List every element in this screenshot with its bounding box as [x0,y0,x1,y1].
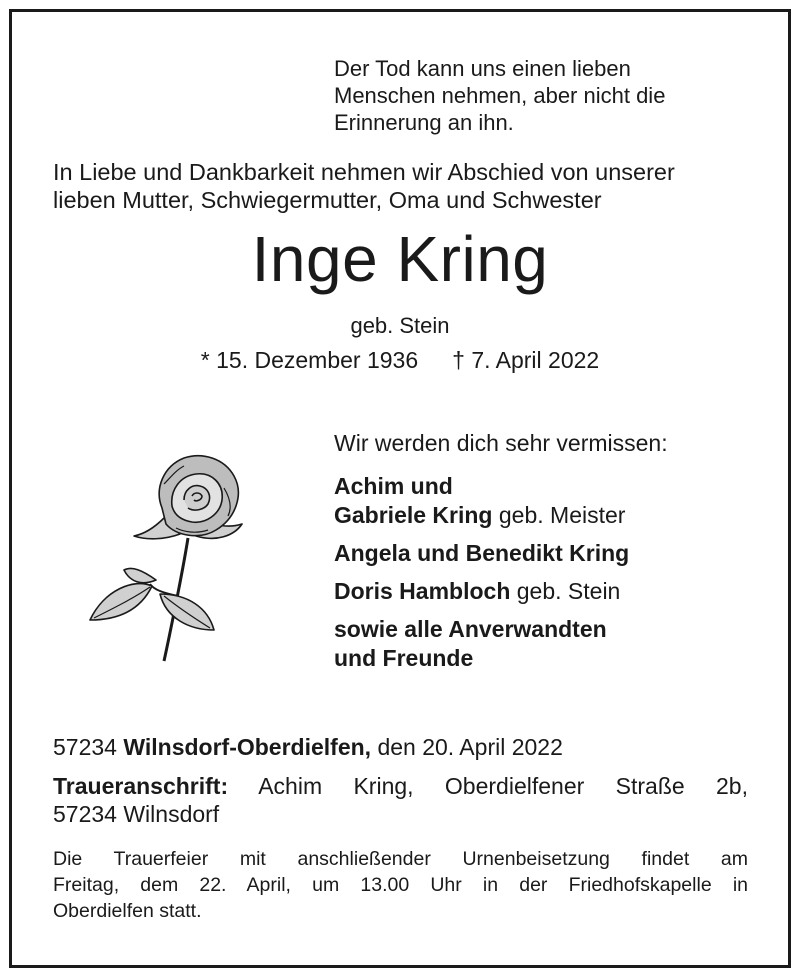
mourner-name: Gabriele Kring [334,502,493,528]
life-dates [0,345,800,375]
mourner-name: Achim und [334,473,453,499]
town-name: Wilnsdorf-Oberdielfen, [123,734,372,760]
mourners-list [334,472,629,673]
born-name: geb. Stein [350,313,450,338]
rose-illustration [84,448,264,663]
mourner-born-name: geb. Stein [510,578,621,604]
intro-text [53,158,675,214]
zip-code: 57234 [53,734,124,760]
death-date: † 7. April 2022 [452,347,600,373]
quote-line: Erinnerung an ihn. [334,110,514,135]
quote [334,55,665,136]
deceased-name: Inge Kring [251,223,549,295]
notice-date: den 20. April 2022 [371,734,563,760]
address-line: 57234 Wilnsdorf [53,801,220,827]
mourning-address [53,772,748,800]
intro-line: lieben Mutter, Schwiegermutter, Oma und Schwester [53,187,602,213]
mourner-name: Angela und Benedikt Kring [334,540,630,566]
service-line: Freitag, dem 22. April, um 13.00 Uhr in der Friedhofskapelle in [53,874,748,896]
intro-line: In Liebe und Dankbarkeit nehmen wir Abschied von unserer [53,159,675,185]
quote-line: Der Tod kann uns einen lieben [334,56,631,81]
birth-date: * 15. Dezember 1936 [200,347,419,373]
service-line: Oberdielfen statt. [53,900,202,922]
quote-line: Menschen nehmen, aber nicht die [334,83,666,108]
mourner-born-name: geb. Meister [492,502,626,528]
funeral-service-info [53,846,748,924]
mourner-name: Doris Hambloch [334,578,511,604]
mourner-others: und Freunde [334,645,474,671]
service-line: Die Trauerfeier mit anschließender Urnenbeisetzung findet am [53,848,748,870]
address-line: Achim Kring, Oberdielfener Straße 2b, [258,773,748,799]
place-date [53,732,563,762]
mourners-heading: Wir werden dich sehr vermissen: [334,430,668,456]
mourner-others: sowie alle Anverwandten [334,616,607,642]
address-label: Traueranschrift: [53,773,229,799]
